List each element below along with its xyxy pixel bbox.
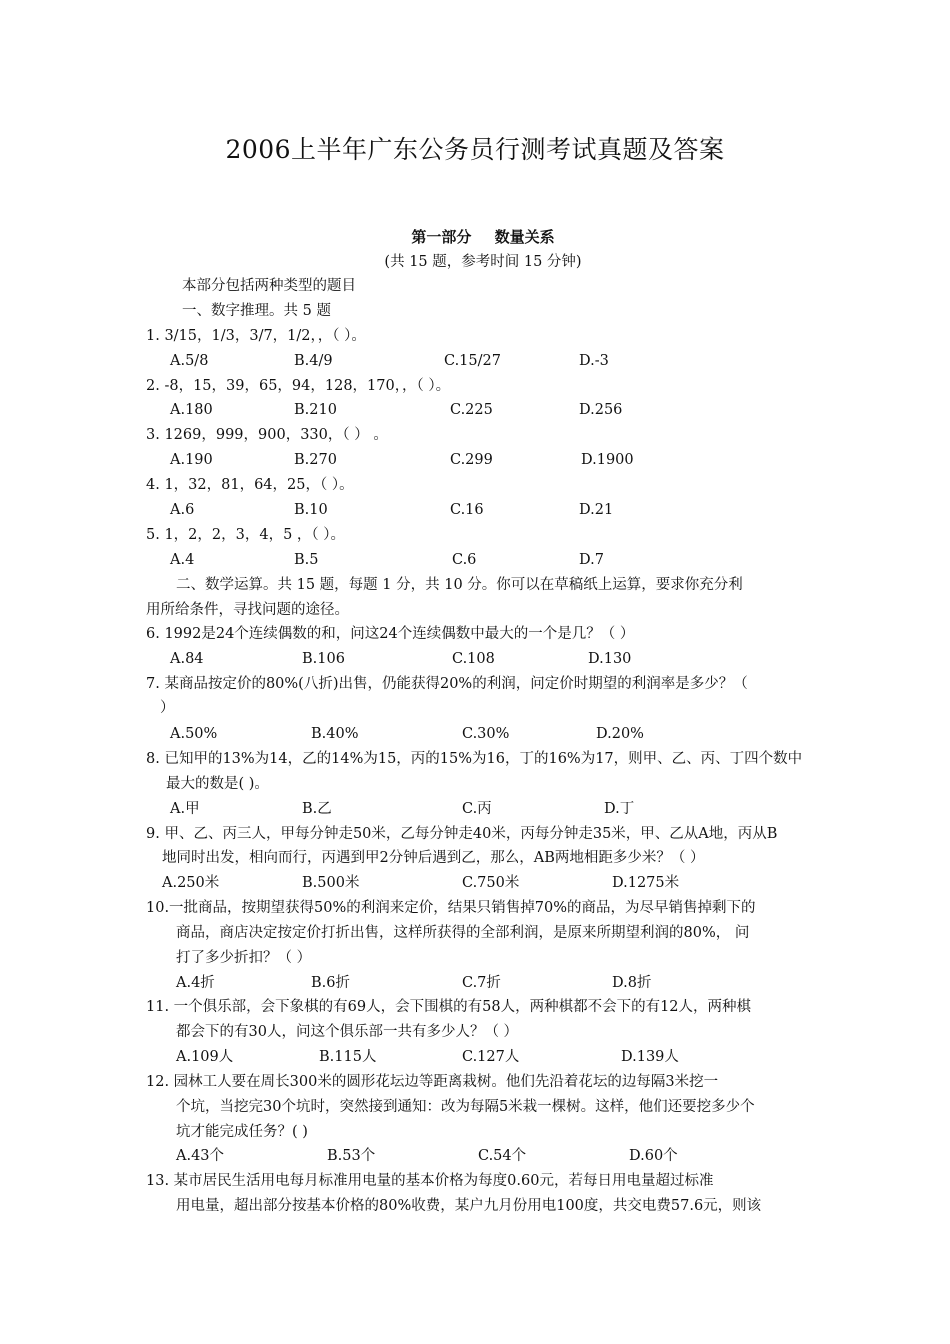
question-3: 3. 1269，999，900，330，（ ） 。	[146, 427, 388, 443]
section-heading-number-series: 一、数字推理。共 5 题	[182, 303, 331, 319]
option-d: D.7	[579, 552, 604, 568]
option-b: B.500米	[302, 875, 360, 891]
option-b: B.270	[294, 452, 337, 468]
option-a: A.50%	[170, 726, 218, 742]
question-10-cont: 商品，商店决定按定价打折出售，这样所获得的全部利润，是原来所期望利润的80%， 问	[176, 925, 750, 941]
option-b: B.6折	[311, 975, 350, 991]
question-9-cont: 地同时出发，相向而行，丙遇到甲2分钟后遇到乙，那么，AB两地相距多少米？（ ）	[162, 850, 705, 866]
option-d: D.20%	[596, 726, 644, 742]
option-d: D.1275米	[612, 875, 680, 891]
question-1: 1. 3/15，1/3，3/7，1/2，，（ ）。	[146, 328, 366, 344]
option-b: B.乙	[302, 801, 332, 817]
option-c: C.225	[450, 402, 493, 418]
question-11-cont: 都会下的有30人，问这个俱乐部一共有多少人？（ ）	[176, 1024, 519, 1040]
option-a: A.190	[170, 452, 213, 468]
option-c: C.6	[452, 552, 477, 568]
question-11: 11. 一个俱乐部，会下象棋的有69人，会下围棋的有58人，两种棋都不会下的有12人，两种棋	[146, 999, 752, 1015]
option-c: C.299	[450, 452, 493, 468]
question-5: 5. 1，2，2，3，4，5 ，（ ）。	[146, 527, 346, 543]
part-title: 第一部分 数量关系	[411, 228, 555, 246]
option-d: D.1900	[581, 452, 634, 468]
option-a: A.4折	[176, 975, 215, 991]
option-b: B.40%	[311, 726, 359, 742]
option-b: B.10	[294, 502, 328, 518]
question-12-cont: 坑才能完成任务？( )	[176, 1124, 308, 1140]
section-heading-arithmetic-cont: 用所给条件，寻找问题的途径。	[146, 602, 349, 618]
option-b: B.210	[294, 402, 337, 418]
option-a: A.84	[170, 651, 204, 667]
question-8-cont: 最大的数是( )。	[166, 776, 269, 792]
option-b: B.106	[302, 651, 345, 667]
option-c: C.750米	[462, 875, 520, 891]
question-10-cont: 打了多少折扣？（ ）	[176, 950, 312, 966]
option-b: B.115人	[319, 1049, 377, 1065]
option-a: A.6	[170, 502, 195, 518]
document-title: 2006上半年广东公务员行测考试真题及答案	[225, 135, 725, 164]
section-heading-arithmetic: 二、数学运算。共 15 题，每题 1 分，共 10 分。你可以在草稿纸上运算，要求你充分利	[176, 577, 743, 593]
question-8: 8. 已知甲的13%为14，乙的14%为15，丙的15%为16，丁的16%为17，则甲、乙、丙、丁四个数中	[146, 751, 803, 767]
option-d: D.256	[579, 402, 623, 418]
option-d: D.139人	[621, 1049, 679, 1065]
question-9: 9. 甲、乙、丙三人，甲每分钟走50米，乙每分钟走40米，丙每分钟走35米，甲、乙从A地，丙从B	[146, 826, 778, 842]
option-b: B.53个	[327, 1148, 376, 1164]
option-a: A.109人	[176, 1049, 234, 1065]
option-a: A.4	[170, 552, 195, 568]
option-c: C.54个	[478, 1148, 527, 1164]
question-7: 7. 某商品按定价的80%(八折)出售，仍能获得20%的利润，问定价时期望的利润率是多少？（	[146, 676, 748, 692]
option-a: A.43个	[176, 1148, 225, 1164]
question-12-cont: 个坑，当挖完30个坑时，突然接到通知：改为每隔5米栽一棵树。这样，他们还要挖多少个	[176, 1099, 755, 1115]
option-c: C.丙	[462, 801, 492, 817]
question-7-cont: ）	[160, 700, 175, 716]
option-c: C.30%	[462, 726, 510, 742]
option-d: D.21	[579, 502, 614, 518]
option-c: C.127人	[462, 1049, 520, 1065]
question-6: 6. 1992是24个连续偶数的和，问这24个连续偶数中最大的一个是几？（ ）	[146, 626, 635, 642]
question-13: 13. 某市居民生活用电每月标准用电量的基本价格为每度0.60元，若每日用电量超过标准	[146, 1173, 714, 1189]
option-c: C.108	[452, 651, 495, 667]
option-d: D.8折	[612, 975, 652, 991]
option-d: D.130	[588, 651, 632, 667]
question-12: 12. 园林工人要在周长300米的圆形花坛边等距离栽树。他们先沿着花坛的边每隔3米挖一	[146, 1074, 719, 1090]
question-2: 2. -8，15，39，65，94，128，170，，（ ）。	[146, 378, 451, 394]
option-a: A.5/8	[170, 353, 209, 369]
option-c: C.15/27	[444, 353, 501, 369]
question-4: 4. 1，32，81，64，25，（ ）。	[146, 477, 354, 493]
option-a: A.250米	[162, 875, 220, 891]
question-13-cont: 用电量，超出部分按基本价格的80%收费，某户九月份用电100度，共交电费57.6元，则该	[176, 1198, 762, 1214]
option-b: B.5	[294, 552, 319, 568]
option-d: D.60个	[629, 1148, 678, 1164]
option-d: D.-3	[579, 353, 609, 369]
option-c: C.16	[450, 502, 484, 518]
option-b: B.4/9	[294, 353, 333, 369]
option-a: A.180	[170, 402, 213, 418]
option-a: A.甲	[170, 801, 200, 817]
part-subtitle: (共 15 题，参考时间 15 分钟)	[384, 254, 582, 270]
option-d: D.丁	[604, 801, 635, 817]
question-10: 10.一批商品，按期望获得50%的利润来定价，结果只销售掉70%的商品，为尽早销售掉剩下的	[146, 900, 756, 916]
intro-text: 本部分包括两种类型的题目	[182, 278, 356, 294]
option-c: C.7折	[462, 975, 501, 991]
